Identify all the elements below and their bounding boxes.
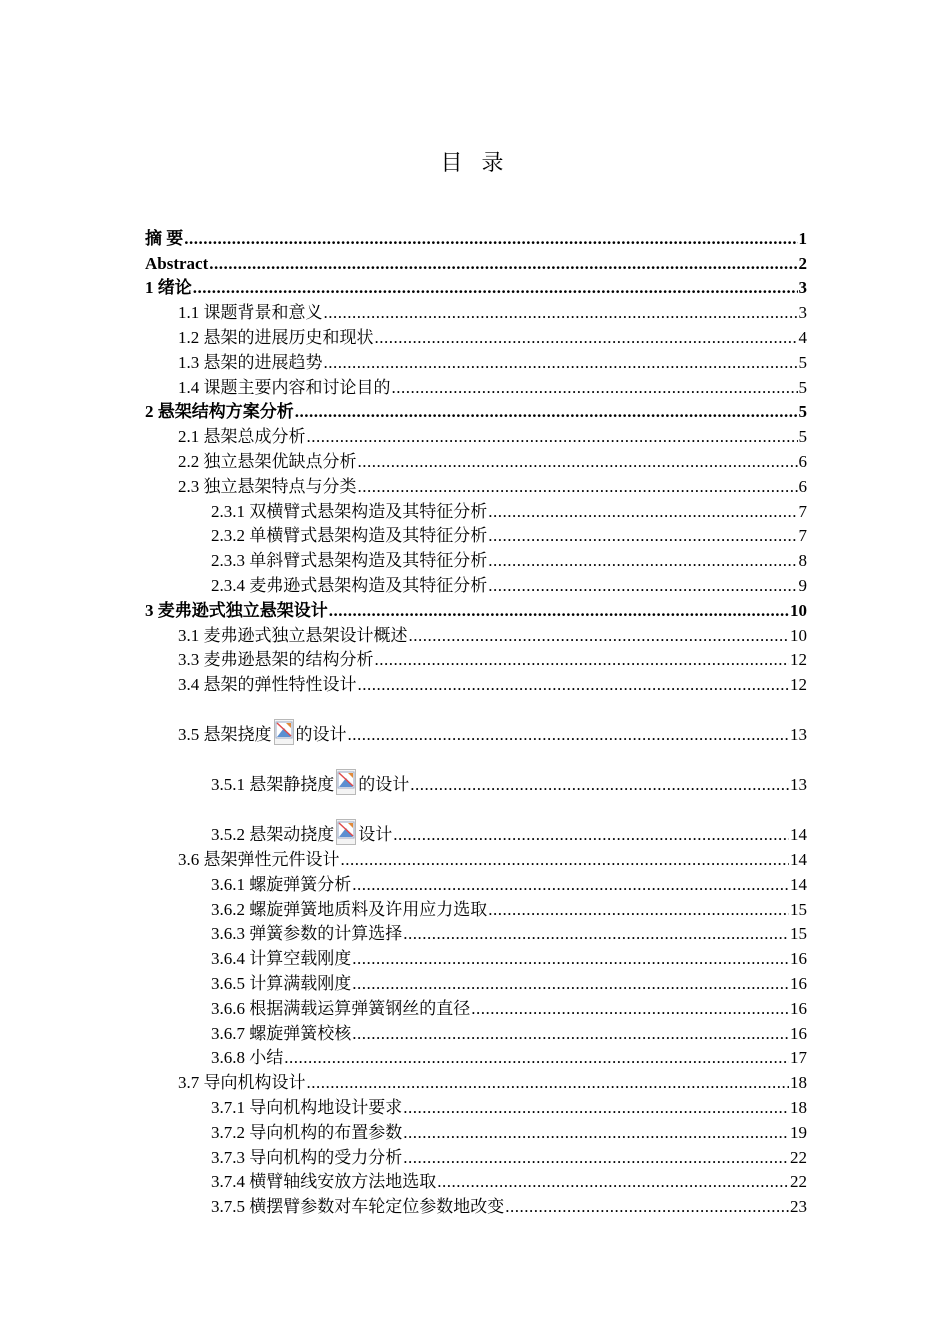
toc-entry-label: [178, 477, 357, 497]
toc-entry[interactable]: [145, 920, 807, 945]
toc-page-number: 7: [798, 501, 807, 521]
toc-page-number: 22: [790, 1147, 807, 1167]
dot-leader: [505, 1197, 789, 1217]
toc-page-number: 12: [790, 675, 807, 695]
toc-page-number: 6: [798, 476, 807, 496]
toc-entry[interactable]: [145, 298, 807, 323]
dot-leader: [488, 576, 797, 596]
dot-leader: [329, 601, 789, 621]
toc-entry-label: [211, 974, 351, 994]
toc-entry[interactable]: [145, 1192, 807, 1217]
toc-page-number: 18: [790, 1097, 807, 1117]
toc-entry-title: 2.2 独立悬架优缺点分析: [178, 451, 357, 471]
toc-page-number: 23: [790, 1197, 807, 1217]
toc-entry-title: 3.4 悬架的弹性特性设计: [178, 675, 357, 695]
toc-entry-title: 3.6.7 螺旋弹簧校核: [211, 1023, 352, 1043]
toc-page-number: 8: [798, 551, 807, 571]
toc-entry-label: [211, 1148, 402, 1168]
dot-leader: [307, 427, 798, 447]
table-of-contents: [145, 224, 807, 1217]
toc-entry-title: 3.6.3 弹簧参数的计算选择: [211, 924, 403, 944]
toc-entry-title: 摘 要: [145, 228, 184, 248]
toc-entry-label: [211, 875, 351, 895]
toc-entry-label: [178, 719, 347, 745]
toc-page-number: 12: [790, 650, 807, 670]
dot-leader: [348, 725, 790, 745]
dot-leader: [403, 924, 789, 944]
toc-page-number: 14: [790, 874, 807, 894]
dot-leader: [193, 278, 798, 298]
toc-entry-title: 1.3 悬架的进展趋势: [178, 352, 323, 372]
dot-leader: [295, 402, 798, 422]
toc-entry[interactable]: [145, 845, 807, 870]
toc-entry-title: 2.3.2 单横臂式悬架构造及其特征分析: [211, 526, 488, 546]
toc-entry-label: [145, 601, 328, 621]
toc-page-number: 22: [790, 1172, 807, 1192]
toc-entry[interactable]: [145, 249, 807, 274]
toc-entry-title: 3.6.5 计算满载刚度: [211, 973, 352, 993]
toc-page-number: 10: [790, 600, 807, 620]
dot-leader: [352, 1024, 789, 1044]
toc-entry-title: 2.3.3 单斜臂式悬架构造及其特征分析: [211, 551, 488, 571]
toc-page-number: 14: [790, 825, 807, 845]
toc-entry-label: [211, 900, 487, 920]
toc-page-number: 19: [790, 1122, 807, 1142]
toc-entry-title: 3 麦弗逊式独立悬架设计: [145, 600, 328, 620]
toc-page-number: 17: [790, 1048, 807, 1068]
dot-leader: [375, 650, 790, 670]
toc-entry[interactable]: [145, 1019, 807, 1044]
toc-entry-label: [178, 452, 357, 472]
toc-page-number: 6: [798, 451, 807, 471]
toc-entry-label: [211, 949, 351, 969]
toc-entry-title: 2.1 悬架总成分析: [178, 427, 306, 447]
toc-entry-title: 3.7.2 导向机构的布置参数: [211, 1122, 403, 1142]
broken-image-icon: [336, 819, 356, 845]
dot-leader: [341, 850, 790, 870]
toc-entry-title: 3.6 悬架弹性元件设计: [178, 849, 340, 869]
dot-leader: [324, 353, 798, 373]
toc-page-number: 3: [798, 303, 807, 323]
toc-page-number: 15: [790, 899, 807, 919]
toc-entry[interactable]: [145, 522, 807, 547]
toc-page-number: 16: [790, 998, 807, 1018]
dot-leader: [307, 1073, 790, 1093]
toc-entry-label: [145, 229, 183, 249]
toc-entry[interactable]: [145, 398, 807, 423]
dot-leader: [358, 452, 798, 472]
toc-entry-title: 3.6.6 根据满载运算弹簧钢丝的直径: [211, 998, 471, 1018]
toc-entry[interactable]: [145, 497, 807, 522]
toc-entry-label: [211, 769, 409, 795]
toc-entry-title: 3.1 麦弗逊式独立悬架设计概述: [178, 625, 408, 645]
toc-entry-title: 3.7.5 横摆臂参数对车轮定位参数地改变: [211, 1197, 505, 1217]
toc-entry-label: [178, 1073, 306, 1093]
toc-entry[interactable]: [145, 695, 807, 745]
toc-entry-title: 2.3.4 麦弗逊式悬架构造及其特征分析: [211, 575, 488, 595]
toc-page-number: 13: [790, 775, 807, 795]
toc-entry-title: 3.7.1 导向机构地设计要求: [211, 1097, 403, 1117]
toc-entry-label: [178, 303, 323, 323]
dot-leader: [403, 1098, 789, 1118]
toc-entry-title: 3.7.3 导向机构的受力分析: [211, 1147, 403, 1167]
toc-page-number: 16: [790, 973, 807, 993]
dot-leader: [209, 254, 797, 274]
toc-entry[interactable]: [145, 870, 807, 895]
dot-leader: [410, 775, 789, 795]
toc-entry-label: [211, 1024, 351, 1044]
toc-entry[interactable]: [145, 224, 807, 249]
dot-leader: [392, 378, 798, 398]
toc-entry[interactable]: [145, 895, 807, 920]
toc-entry[interactable]: [145, 1044, 807, 1069]
dot-leader: [352, 974, 789, 994]
toc-entry-title-suffix: 的设计: [358, 775, 410, 795]
toc-entry-title: 3.6.2 螺旋弹簧地质料及许用应力选取: [211, 899, 488, 919]
toc-entry-label: [178, 427, 306, 447]
dot-leader: [403, 1148, 789, 1168]
toc-page-number: 3: [798, 278, 807, 298]
toc-entry[interactable]: [145, 348, 807, 373]
dot-leader: [403, 1123, 789, 1143]
toc-entry[interactable]: [145, 1143, 807, 1168]
toc-entry-title: 3.7 导向机构设计: [178, 1073, 306, 1093]
toc-entry[interactable]: [145, 323, 807, 348]
toc-entry-label: [178, 850, 340, 870]
toc-page-number: 5: [798, 352, 807, 372]
toc-entry-label: [178, 353, 323, 373]
toc-entry[interactable]: [145, 1093, 807, 1118]
dot-leader: [488, 502, 797, 522]
toc-entry[interactable]: [145, 745, 807, 795]
toc-entry[interactable]: [145, 969, 807, 994]
toc-page-number: 4: [798, 327, 807, 347]
toc-entry[interactable]: [145, 670, 807, 695]
toc-entry-label: [211, 1123, 402, 1143]
toc-entry[interactable]: [145, 571, 807, 596]
toc-page-number: 1: [798, 228, 807, 248]
dot-leader: [324, 303, 798, 323]
toc-entry-title: Abstract: [145, 253, 209, 273]
toc-entry[interactable]: [145, 646, 807, 671]
toc-entry-title: 2.3.1 双横臂式悬架构造及其特征分析: [211, 501, 488, 521]
dot-leader: [393, 825, 789, 845]
toc-entry-title: 1 绪论: [145, 278, 192, 298]
toc-page-number: 5: [798, 377, 807, 397]
toc-entry-title: 3.3 麦弗逊悬架的结构分析: [178, 650, 374, 670]
toc-entry-label: [211, 526, 487, 546]
toc-entry[interactable]: [145, 373, 807, 398]
toc-entry-label: [211, 1197, 504, 1217]
toc-page-number: 5: [798, 427, 807, 447]
dot-leader: [352, 875, 789, 895]
dot-leader: [284, 1048, 789, 1068]
toc-entry[interactable]: [145, 1118, 807, 1143]
toc-entry-label: [178, 328, 374, 348]
toc-entry-title: 1.1 课题背景和意义: [178, 303, 323, 323]
toc-entry[interactable]: [145, 1168, 807, 1193]
toc-entry-label: [211, 1172, 436, 1192]
dot-leader: [358, 675, 790, 695]
toc-entry-title: 3.5.2 悬架动挠度: [211, 825, 335, 845]
toc-entry-label: [178, 650, 374, 670]
toc-page-number: 15: [790, 924, 807, 944]
dot-leader: [471, 999, 789, 1019]
toc-entry-title: 3.7.4 横臂轴线安放方法地选取: [211, 1172, 437, 1192]
broken-image-icon: [336, 769, 356, 795]
toc-entry[interactable]: [145, 795, 807, 845]
toc-entry-title-suffix: 的设计: [295, 725, 347, 745]
dot-leader: [488, 900, 789, 920]
toc-entry-label: [145, 402, 294, 422]
toc-entry-label: [211, 999, 470, 1019]
toc-entry[interactable]: [145, 422, 807, 447]
toc-entry-label: [211, 1048, 283, 1068]
toc-entry-label: [211, 1098, 402, 1118]
dot-leader: [488, 551, 797, 571]
toc-entry[interactable]: [145, 994, 807, 1019]
toc-entry[interactable]: [145, 472, 807, 497]
dot-leader: [184, 229, 797, 249]
toc-entry[interactable]: [145, 621, 807, 646]
toc-entry-label: [178, 626, 408, 646]
toc-page-number: 5: [798, 402, 807, 422]
toc-entry[interactable]: [145, 944, 807, 969]
dot-leader: [437, 1172, 789, 1192]
toc-entry[interactable]: [145, 546, 807, 571]
toc-entry-title: 2.3 独立悬架特点与分类: [178, 476, 357, 496]
toc-entry[interactable]: [145, 596, 807, 621]
toc-entry-title: 3.6.1 螺旋弹簧分析: [211, 874, 352, 894]
toc-entry-title-suffix: 设计: [358, 825, 393, 845]
toc-entry-label: [145, 254, 208, 274]
toc-page-number: 16: [790, 1023, 807, 1043]
toc-entry-label: [211, 924, 402, 944]
toc-entry-title: 1.2 悬架的进展历史和现状: [178, 327, 374, 347]
dot-leader: [488, 526, 797, 546]
toc-entry-label: [211, 551, 487, 571]
dot-leader: [375, 328, 798, 348]
toc-page-number: 7: [798, 526, 807, 546]
toc-entry-title: 3.6.4 计算空载刚度: [211, 949, 352, 969]
toc-entry-title: 3.6.8 小结: [211, 1048, 284, 1068]
toc-page-number: 10: [790, 625, 807, 645]
toc-entry[interactable]: [145, 1068, 807, 1093]
toc-entry-title: 3.5.1 悬架静挠度: [211, 775, 335, 795]
toc-page-number: 9: [798, 575, 807, 595]
toc-entry-label: [178, 378, 391, 398]
toc-page-number: 13: [790, 725, 807, 745]
toc-entry-label: [178, 675, 357, 695]
dot-leader: [409, 626, 790, 646]
toc-page-number: 14: [790, 849, 807, 869]
broken-image-icon: [274, 719, 294, 745]
toc-entry-title: 1.4 课题主要内容和讨论目的: [178, 377, 391, 397]
toc-entry-label: [211, 502, 487, 522]
dot-leader: [352, 949, 789, 969]
toc-entry-title: 3.5 悬架挠度: [178, 725, 272, 745]
toc-page-number: 2: [798, 253, 807, 273]
toc-entry-label: [145, 278, 192, 298]
toc-entry-label: [211, 819, 392, 845]
dot-leader: [358, 477, 798, 497]
page-title: 目 录: [440, 151, 510, 176]
toc-entry-title: 2 悬架结构方案分析: [145, 402, 294, 422]
toc-entry[interactable]: [145, 447, 807, 472]
toc-entry[interactable]: [145, 274, 807, 299]
toc-page-number: 16: [790, 949, 807, 969]
toc-entry-label: [211, 576, 487, 596]
toc-page-number: 18: [790, 1073, 807, 1093]
